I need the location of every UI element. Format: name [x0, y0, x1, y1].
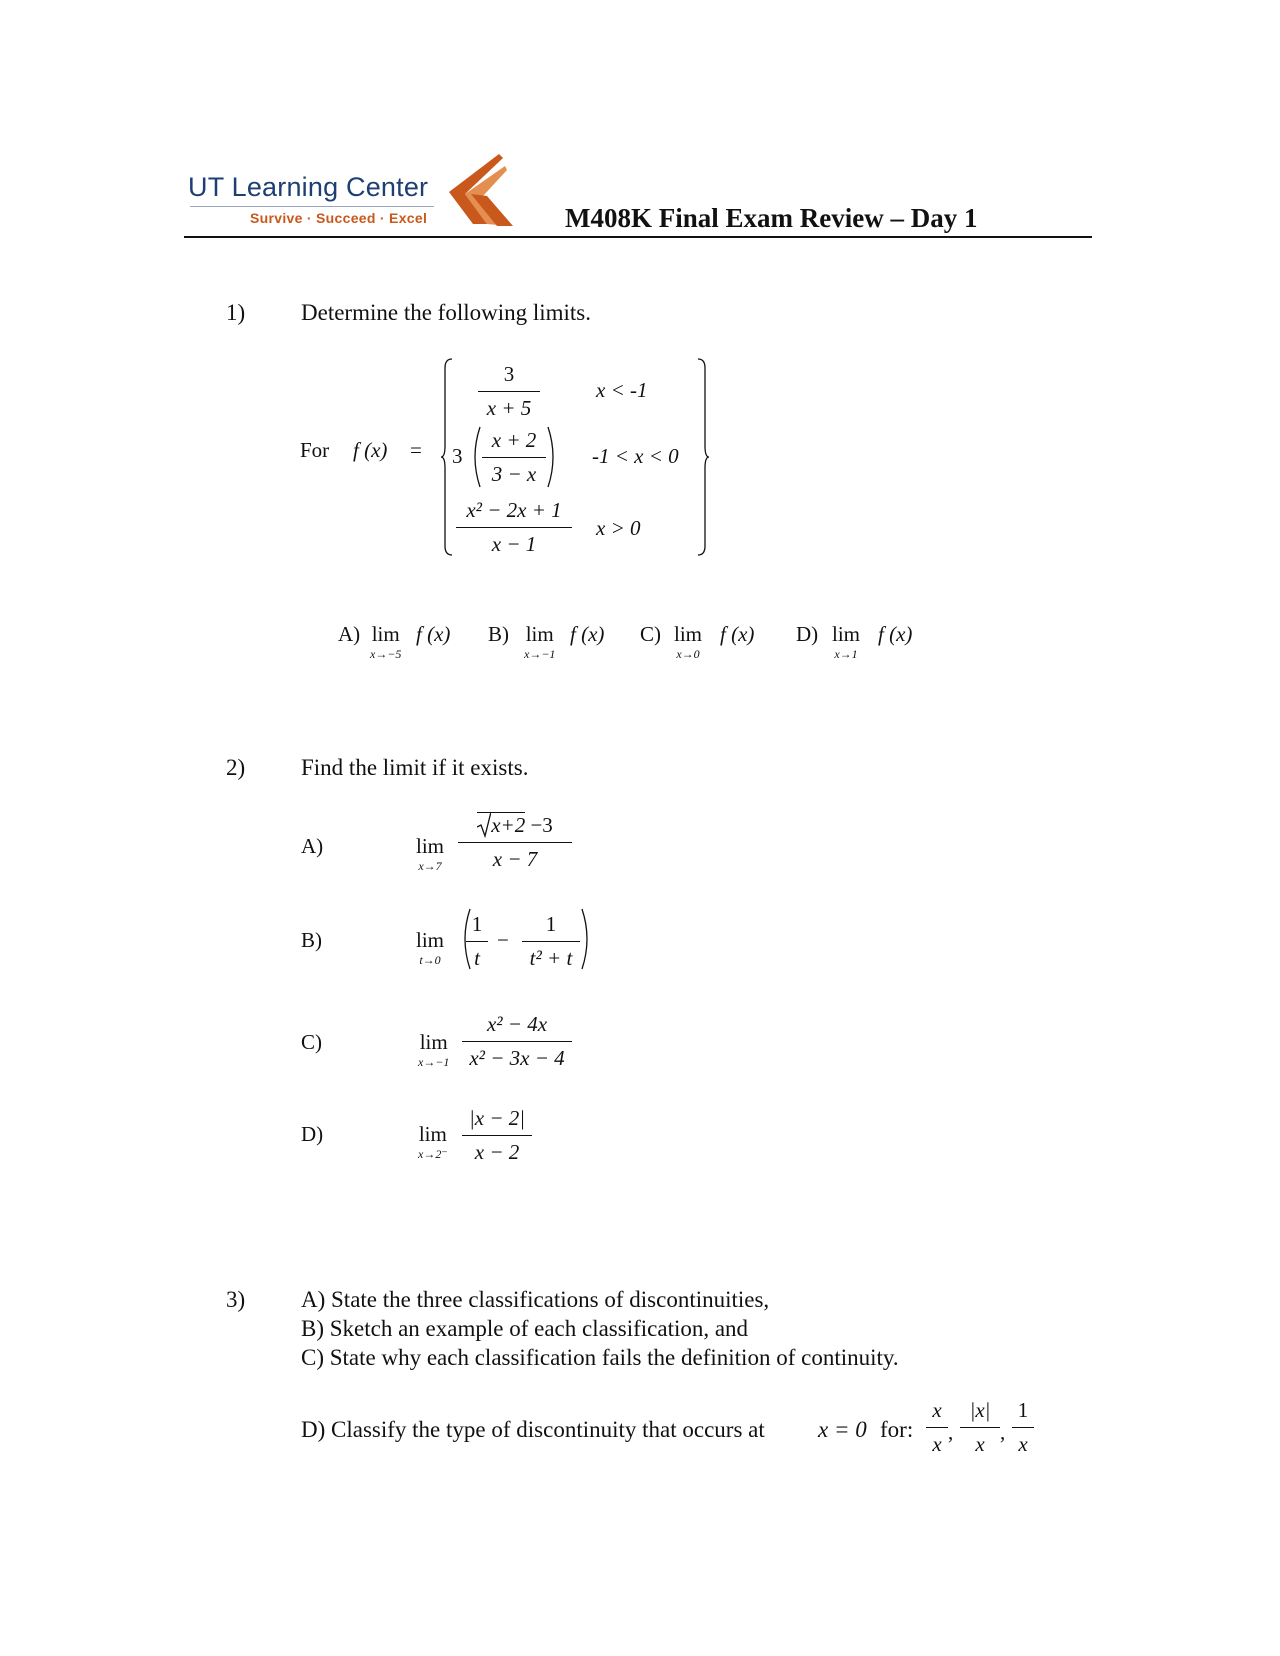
limit-approach: t→0 [419, 953, 441, 967]
piece-2-denominator: 3 − x [491, 462, 537, 486]
limit-operator [416, 928, 444, 968]
logo-underline [190, 206, 434, 207]
problem-number: 1) [226, 300, 246, 325]
problem-line-c: C) State why each classification fails the definition of continuity. [301, 1345, 899, 1370]
problem-number: 2) [226, 755, 246, 780]
problem-line-a: A) State the three classifications of discontinuities, [301, 1287, 770, 1312]
limit-fraction [458, 812, 572, 872]
fraction-numerator: 1 [545, 912, 557, 936]
right-brace [696, 358, 710, 556]
part-label: C) [640, 622, 661, 646]
limit-operator [674, 622, 702, 662]
piece-2-fraction [482, 428, 546, 487]
part-label: D) [796, 622, 819, 646]
fraction-denominator: x² − 3x − 4 [469, 1046, 565, 1070]
fraction-denominator: x [1018, 1432, 1028, 1456]
problem-number: 3) [226, 1287, 246, 1312]
piece-3-condition: x > 0 [596, 516, 641, 540]
equals-sign: = [410, 438, 422, 462]
logo-title: UT Learning Center [188, 172, 429, 202]
for-label: for: [880, 1417, 914, 1442]
fraction-numerator: 1 [471, 912, 483, 936]
piece-2-left-paren [468, 426, 482, 488]
numerator-rest: −3 [530, 813, 553, 837]
function-x-over-x [926, 1398, 948, 1457]
limit-operator [418, 1122, 448, 1162]
piece-2-coefficient: 3 [452, 444, 463, 468]
fraction-numerator: 1 [1017, 1398, 1029, 1422]
lim-text: lim [525, 622, 554, 646]
radical-sign-icon [477, 812, 491, 838]
piece-3-fraction [456, 498, 572, 557]
limit-approach: x→7 [418, 859, 442, 873]
comma: , [948, 1420, 954, 1444]
square-root [477, 812, 525, 838]
piece-2-numerator: x + 2 [491, 428, 537, 452]
fraction-denominator: x − 7 [492, 847, 538, 871]
limit-expression: f (x) [570, 622, 605, 646]
piece-1-condition: x < -1 [596, 378, 648, 402]
lim-text: lim [832, 622, 861, 646]
part-label: B) [488, 622, 509, 646]
limit-expression: f (x) [416, 622, 451, 646]
part-label: D) [301, 1122, 324, 1146]
lim-text: lim [418, 1122, 447, 1146]
limit-approach: x→2⁻ [418, 1147, 448, 1161]
lim-text: lim [371, 622, 400, 646]
function-name: f (x) [353, 438, 388, 462]
function-one-over-x [1012, 1398, 1034, 1457]
piece-3-denominator: x − 1 [491, 532, 537, 556]
radicand: x+2 [491, 813, 526, 837]
limit-approach: x→−5 [370, 647, 402, 661]
logo-tagline: Survive · Succeed · Excel [250, 210, 428, 226]
fraction-numerator: x [932, 1398, 942, 1422]
limit-approach: x→0 [676, 647, 700, 661]
limit-expression: f (x) [878, 622, 913, 646]
problem-prompt: Find the limit if it exists. [301, 755, 529, 780]
piece-3-numerator: x² − 2x + 1 [466, 498, 562, 522]
right-paren [580, 908, 594, 970]
function-abs-x-over-x [960, 1398, 1000, 1457]
limit-operator [832, 622, 860, 662]
fraction-denominator: t [474, 946, 480, 970]
problem-line-b: B) Sketch an example of each classification, and [301, 1316, 749, 1341]
document-title: M408K Final Exam Review – Day 1 [565, 203, 978, 233]
header-rule [184, 236, 1092, 238]
limit-operator [524, 622, 555, 662]
limit-approach: x→−1 [418, 1055, 450, 1069]
limit-operator [416, 834, 444, 874]
piece-1-denominator: x + 5 [486, 396, 532, 420]
fraction-one-over-t [466, 912, 488, 971]
fraction-numerator: |x − 2| [468, 1106, 526, 1130]
part-label: A) [338, 622, 361, 646]
problem-line-d: D) Classify the type of discontinuity that occurs at [301, 1417, 765, 1442]
fraction-one-over-t-squared-plus-t [522, 912, 580, 971]
discontinuity-point: x = 0 [818, 1417, 867, 1442]
ut-learning-center-logo-icon [443, 150, 515, 230]
fraction-denominator: t² + t [529, 946, 573, 970]
limit-fraction [462, 1106, 532, 1165]
fraction-numerator: x² − 4x [486, 1012, 548, 1036]
limit-approach: x→−1 [524, 647, 556, 661]
fraction-denominator: x [932, 1432, 942, 1456]
function-label: For [300, 438, 330, 462]
lim-text: lim [674, 622, 703, 646]
lim-text: lim [416, 928, 445, 952]
limit-operator [418, 1030, 449, 1070]
problem-prompt: Determine the following limits. [301, 300, 592, 325]
part-label: C) [301, 1030, 322, 1054]
piece-1-fraction [478, 362, 540, 421]
minus-sign: − [497, 928, 509, 952]
fraction-numerator: |x| [969, 1398, 991, 1422]
part-label: B) [301, 928, 322, 952]
piece-2-right-paren [546, 426, 560, 488]
part-label: A) [301, 834, 324, 858]
piece-1-numerator: 3 [503, 362, 515, 386]
lim-text: lim [419, 1030, 448, 1054]
lim-text: lim [416, 834, 445, 858]
fraction-denominator: x − 2 [474, 1140, 520, 1164]
limit-operator [370, 622, 401, 662]
limit-approach: x→1 [834, 647, 858, 661]
fraction-denominator: x [975, 1432, 985, 1456]
limit-fraction [462, 1012, 572, 1071]
comma: , [1000, 1420, 1006, 1444]
piece-2-condition: -1 < x < 0 [592, 444, 679, 468]
limit-expression: f (x) [720, 622, 755, 646]
fraction-numerator [477, 812, 553, 838]
